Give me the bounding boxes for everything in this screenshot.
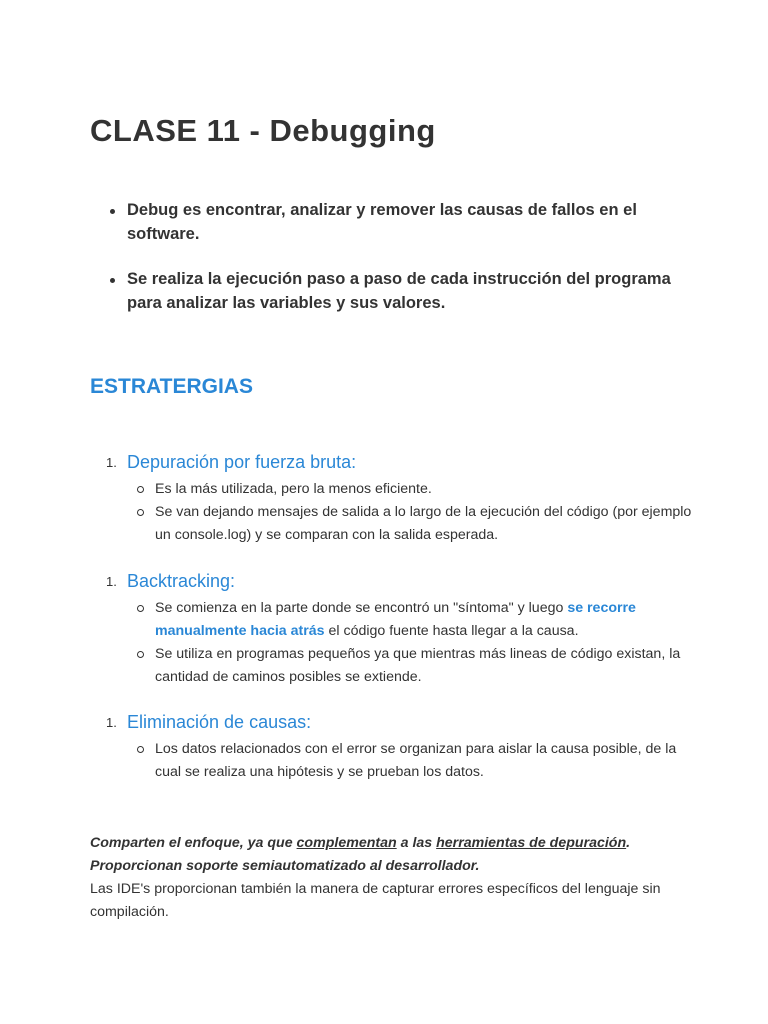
highlight-text: se recorre manualmente hacia atrás [155,600,636,639]
closing-underlined-term: complementan [296,835,397,851]
closing-line-3: Las IDE's proporcionan también la manera de capturar errores específicos del lenguaje sin compilación. [90,881,661,920]
strategy-title: Depuración por fuerza bruta: [127,452,357,472]
closing-line-2: Proporcionan soporte semiautomatizado al desarrollador. [90,858,480,874]
list-item: Es la más utilizada, pero la menos eficiente. [136,478,696,501]
list-item: Se utiliza en programas pequeños ya que mientras más lineas de código existan, la cantidad de caminos posibles se extiende. [136,643,696,689]
strategy-sublist [136,478,696,547]
intro-list [106,199,676,337]
list-item: Los datos relacionados con el error se organizan para aislar la causa posible, de la cual se realiza una hipótesis y se prueban los datos. [136,738,696,784]
intro-item: Se realiza la ejecución paso a paso de cada instrucción del programa para analizar las variables y sus valores. [106,268,676,315]
strategy-title: Backtracking: [127,571,236,591]
closing-text: . [626,835,631,851]
closing-line-1 [90,832,690,855]
list-number: 1. [106,455,117,470]
strategy-sublist [136,738,696,784]
list-number: 1. [106,715,117,730]
item-text: Se comienza en la parte donde se encontró un "síntoma" y luego [155,600,568,616]
list-item [136,597,696,643]
item-text: el código fuente hasta llegar a la causa. [324,623,579,639]
section-heading: ESTRATERGIAS [90,375,253,398]
closing-text: a las [396,835,437,851]
list-item: Se van dejando mensajes de salida a lo largo de la ejecución del código (por ejemplo un console.log) y se comparan con la salida esperada. [136,501,696,547]
intro-item: Debug es encontrar, analizar y remover las causas de fallos en el software. [106,199,676,246]
closing-paragraph [90,832,690,924]
strategy-sublist [136,597,696,689]
list-number: 1. [106,574,117,589]
strategy-title: Eliminación de causas: [127,712,312,732]
closing-underlined-term: herramientas de depuración [436,835,627,851]
closing-text: Comparten el enfoque, ya que [90,835,297,851]
page-title: CLASE 11 - Debugging [90,113,436,148]
